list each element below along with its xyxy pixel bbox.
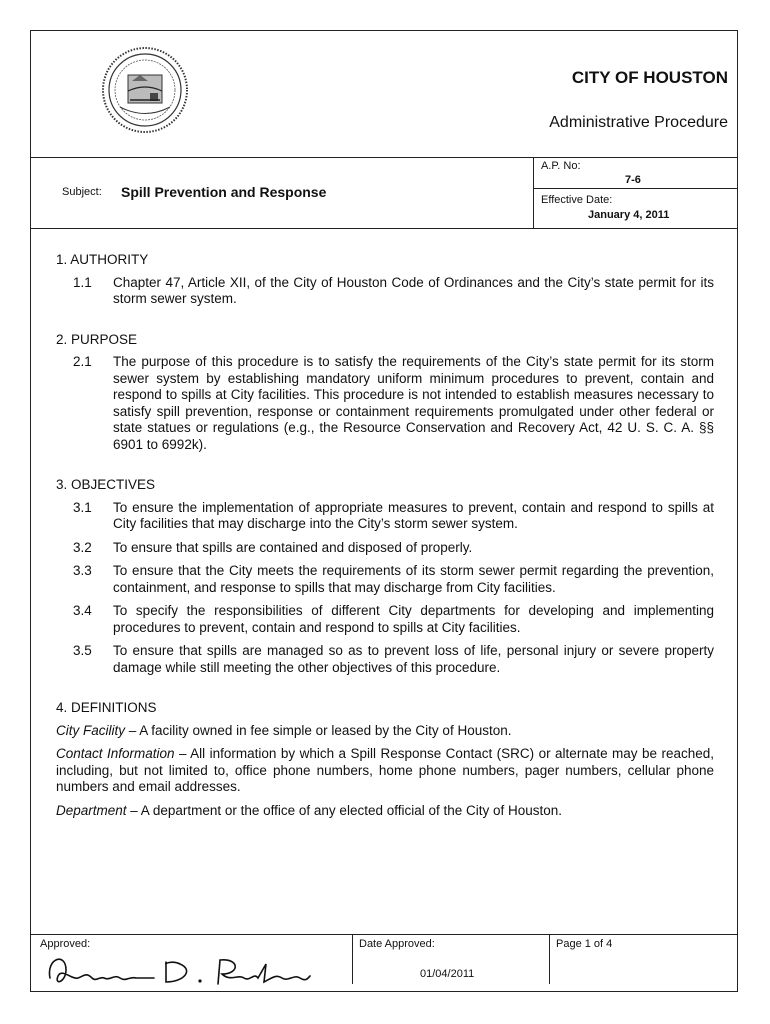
item-number: 2.1 bbox=[73, 354, 92, 369]
list-item bbox=[56, 643, 714, 676]
effective-date-value: January 4, 2011 bbox=[588, 209, 670, 221]
org-name: CITY OF HOUSTON bbox=[571, 68, 728, 87]
effective-date-label: Effective Date: bbox=[541, 194, 613, 206]
divider bbox=[30, 228, 738, 229]
ap-number-value: 7-6 bbox=[625, 174, 641, 186]
definition bbox=[56, 803, 714, 820]
definition-text: – A facility owned in fee simple or leased by the City of Houston. bbox=[125, 722, 512, 738]
approved-label: Approved: bbox=[40, 938, 91, 950]
document-body bbox=[56, 252, 714, 843]
item-number: 3.5 bbox=[73, 643, 92, 658]
item-text: To specify the responsibilities of different City departments for developing and implementing procedures to prevent, contain and respond to spills at City facilities. bbox=[113, 603, 714, 635]
definition-term: Contact Information bbox=[56, 746, 175, 761]
ap-number-label: A.P. No: bbox=[541, 160, 581, 172]
section-definitions bbox=[56, 700, 714, 819]
item-text: To ensure that spills are managed so as to prevent loss of life, personal injury or severe property damage while still meeting the other objectives of this procedure. bbox=[113, 643, 714, 675]
list-item bbox=[56, 275, 714, 308]
item-number: 3.3 bbox=[73, 563, 92, 578]
divider bbox=[352, 934, 353, 984]
city-seal-icon bbox=[100, 45, 190, 135]
item-text: Chapter 47, Article XII, of the City of Houston Code of Ordinances and the City’s state permit for its storm sewer system. bbox=[113, 274, 714, 306]
signature bbox=[44, 948, 314, 994]
definition-term: City Facility bbox=[56, 722, 126, 738]
list-item bbox=[56, 603, 714, 636]
item-text: The purpose of this procedure is to satisfy the requirements of the City’s state permit for its storm sewer system by establishing mandatory uniform minimum procedures to prevent, contain and respond to spills at City facilities. This procedure is not intended to establish measures necessary to satisfy spill prevention, response or containment requirements promulgated under other federal or state statues or regulations (e.g., the Resource Conservation and Recovery Act, 42 U. S. C. A. §§ 6901 to 6992k). bbox=[113, 354, 714, 452]
divider bbox=[533, 188, 738, 189]
page-number: Page 1 of 4 bbox=[556, 938, 613, 950]
item-text: To ensure that spills are contained and disposed of properly. bbox=[113, 539, 473, 555]
date-approved-value: 01/04/2011 bbox=[420, 968, 475, 980]
definition-term: Department bbox=[56, 802, 127, 818]
subject-value: Spill Prevention and Response bbox=[121, 184, 327, 200]
date-approved-label: Date Approved: bbox=[359, 938, 435, 950]
section-heading: 3. OBJECTIVES bbox=[56, 477, 156, 492]
divider bbox=[533, 157, 534, 228]
item-number: 1.1 bbox=[73, 274, 92, 290]
section-heading: 2. PURPOSE bbox=[56, 331, 138, 347]
definition bbox=[56, 723, 714, 740]
item-text: To ensure the implementation of appropriate measures to prevent, contain and respond to spills at City facilities that may discharge into the City’s storm sewer system. bbox=[113, 499, 714, 531]
divider bbox=[549, 934, 550, 984]
section-purpose bbox=[56, 332, 714, 454]
section-objectives bbox=[56, 477, 714, 676]
list-item bbox=[56, 540, 714, 557]
document-type: Administrative Procedure bbox=[549, 114, 728, 131]
section-authority bbox=[56, 252, 714, 308]
list-item bbox=[56, 500, 714, 533]
item-text: To ensure that the City meets the requirements of its storm sewer permit regarding the prevention, containment, and response to spills that may discharge from City facilities. bbox=[113, 563, 714, 595]
divider bbox=[30, 934, 738, 935]
list-item bbox=[56, 354, 714, 453]
section-heading: 1. AUTHORITY bbox=[56, 252, 149, 267]
item-number: 3.4 bbox=[73, 603, 92, 618]
item-number: 3.2 bbox=[73, 539, 92, 555]
list-item bbox=[56, 563, 714, 596]
definition bbox=[56, 746, 714, 796]
definition-text: – A department or the office of any elected official of the City of Houston. bbox=[126, 802, 563, 818]
item-number: 3.1 bbox=[73, 499, 92, 515]
definition-text: – All information by which a Spill Response Contact (SRC) or alternate may be reached, including, but not limited to, office phone numbers, home phone numbers, pager numbers, cellular phone numbers and email addresses. bbox=[56, 746, 714, 794]
divider bbox=[30, 157, 738, 158]
section-heading: 4. DEFINITIONS bbox=[56, 700, 157, 715]
subject-label: Subject: bbox=[62, 186, 102, 198]
